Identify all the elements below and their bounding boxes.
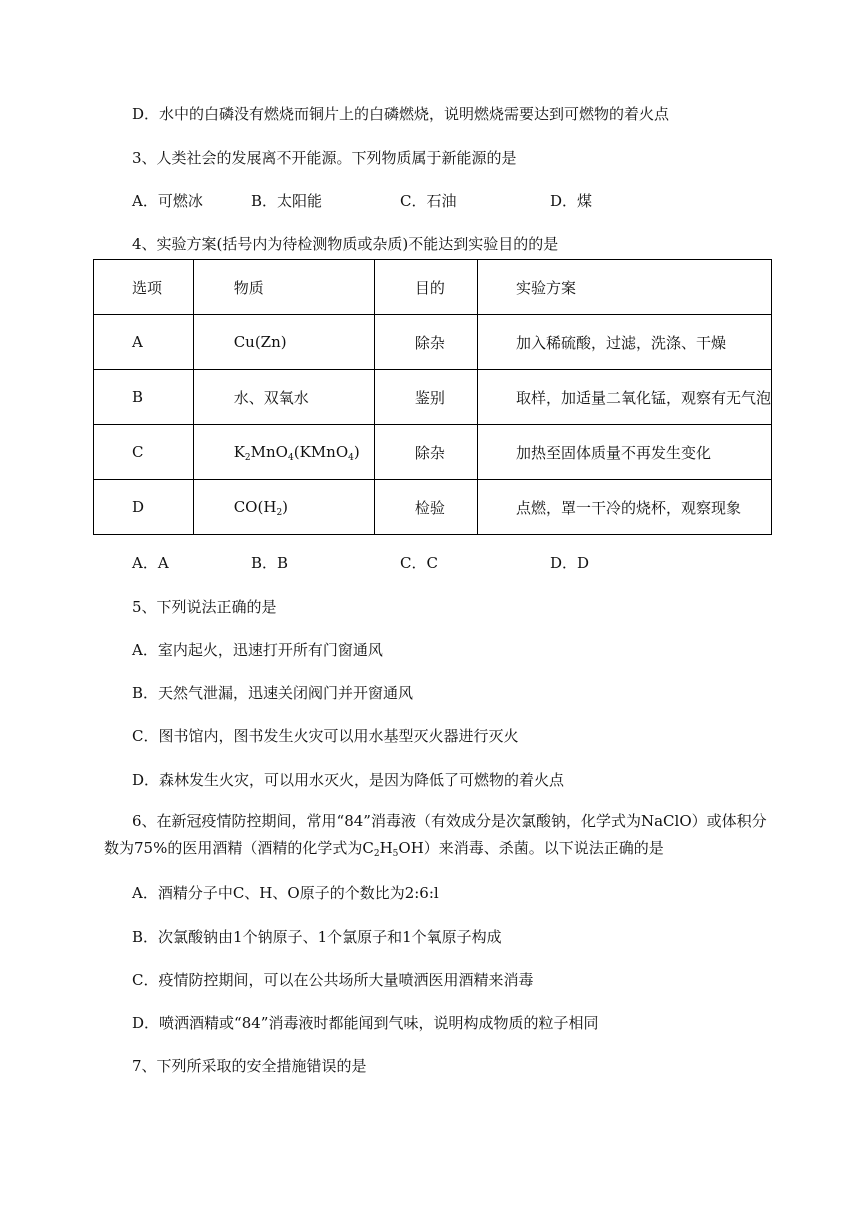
row-purpose: 检验	[374, 480, 477, 535]
row-option: D	[94, 480, 194, 535]
q4-option-d: D．D	[550, 554, 590, 572]
ethanol-formula: $C_2H_5OH$	[362, 839, 424, 859]
row-option: C	[94, 425, 194, 480]
q6-option-c: C．疫情防控期间，可以在公共场所大量喷洒医用酒精来消毒	[132, 971, 534, 989]
q5-option-b: B．天然气泄漏，迅速关闭阀门并开窗通风	[132, 684, 414, 702]
q5-option-d: D．森林发生火灾，可以用水灭火，是因为降低了可燃物的着火点	[132, 771, 565, 789]
q4-options	[132, 553, 772, 573]
q2-option-d: D．水中的白磷没有燃烧而铜片上的白磷燃烧，说明燃烧需要达到可燃物的着火点	[132, 105, 670, 123]
table-row	[94, 315, 772, 370]
q4-option-a: A．A	[132, 554, 169, 572]
row-plan: 加热至固体质量不再发生变化	[477, 425, 771, 480]
row-plan: 加入稀硫酸，过滤，洗涤、干燥	[477, 315, 771, 370]
row-purpose: 鉴别	[374, 370, 477, 425]
row-plan: 取样，加适量二氧化锰，观察有无气泡	[477, 370, 771, 425]
q6-option-b: B．次氯酸钠由1个钠原子、1个氯原子和1个氧原子构成	[132, 928, 502, 946]
q3-option-b: B．太阳能	[251, 192, 323, 210]
q5-option-c: C．图书馆内，图书发生火灾可以用水基型灭火器进行灭火	[132, 727, 519, 745]
header-substance: 物质	[193, 260, 374, 315]
question-4: 4、实验方案(括号内为待检测物质或杂质)不能达到实验目的的是	[132, 235, 559, 253]
table-row	[94, 480, 772, 535]
table-row	[94, 425, 772, 480]
q3-option-a: A．可燃冰	[132, 192, 203, 210]
q6-option-a	[132, 883, 439, 903]
q4-option-c: C．C	[400, 554, 438, 572]
row-option: A	[94, 315, 194, 370]
row-purpose: 除杂	[374, 425, 477, 480]
table-row	[94, 370, 772, 425]
q6-option-a-text: A．酒精分子中C、H、O原子的个数比为	[132, 884, 405, 902]
table-header-row	[94, 260, 772, 315]
row-plan: 点燃，罩一干冷的烧杯，观察现象	[477, 480, 771, 535]
q4-option-b: B．B	[251, 554, 289, 572]
header-plan: 实验方案	[477, 260, 771, 315]
q6-option-a-ratio: 2:6:l	[404, 884, 439, 902]
header-purpose: 目的	[374, 260, 477, 315]
q6-option-d: D．喷洒酒精或“84”消毒液时都能闻到气味，说明构成物质的粒子相同	[132, 1014, 599, 1032]
row-substance: 水、双氧水	[193, 370, 374, 425]
q6-text-line1: 6、在新冠疫情防控期间，常用“84”消毒液（有效成分是次氯酸钠，化学式为NaClO）或体积分	[132, 812, 767, 830]
row-substance-formula: $CO(H_2)$	[193, 480, 374, 535]
header-option: 选项	[94, 260, 194, 315]
question-7: 7、下列所采取的安全措施错误的是	[132, 1057, 367, 1075]
question-6	[104, 808, 776, 862]
q3-option-c: C．石油	[400, 192, 457, 210]
row-substance-formula: $K_2MnO_4(KMnO_4)$	[193, 425, 374, 480]
q3-option-d: D．煤	[550, 192, 593, 210]
experiment-table	[93, 259, 772, 535]
row-substance: Cu(Zn)	[193, 315, 374, 370]
question-3: 3、人类社会的发展离不开能源。下列物质属于新能源的是	[132, 149, 517, 167]
question-5: 5、下列说法正确的是	[132, 598, 277, 616]
q6-text-line2-prefix: 数为75%的医用酒精（酒精的化学式为	[104, 839, 363, 857]
row-option: B	[94, 370, 194, 425]
q3-options	[132, 191, 772, 211]
q6-text-line2-suffix: ）来消毒、杀菌。以下说法正确的是	[423, 839, 664, 857]
row-purpose: 除杂	[374, 315, 477, 370]
q5-option-a: A．室内起火，迅速打开所有门窗通风	[132, 641, 383, 659]
